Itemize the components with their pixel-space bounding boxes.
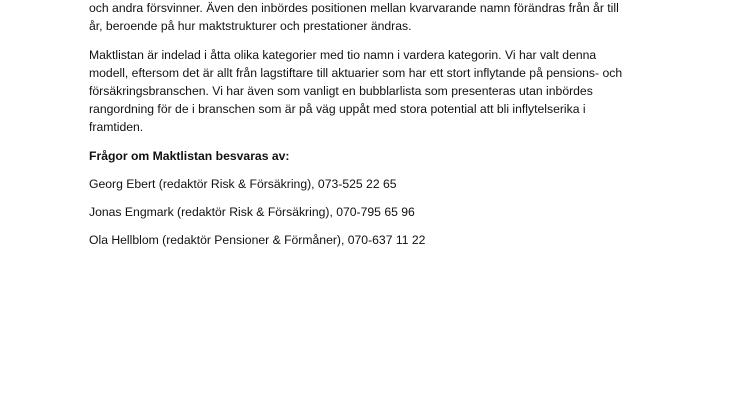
paragraph-categories [89, 46, 679, 136]
paragraph-line: framtiden. [89, 120, 144, 134]
paragraph-line: och andra försvinner. Även den inbördes positionen mellan kvarvarande namn förändras från år till [89, 1, 619, 15]
paragraph-line: rangordning för de i branschen som är på väg uppåt med stora potential att bli inflytelserika i [89, 102, 586, 116]
paragraph-line: år, beroende på hur maktstrukturer och prestationer ändras. [89, 19, 412, 33]
paragraph-line: försäkringsbranschen. Vi har även som vanligt en bubblarlista som presenteras utan inbördes [89, 84, 593, 98]
paragraph-ranking-changes [89, 0, 679, 35]
document-body [89, 0, 679, 249]
contact-georg-ebert: Georg Ebert (redaktör Risk & Försäkring), 073-525 22 65 [89, 177, 397, 191]
contacts-heading: Frågor om Maktlistan besvaras av: [89, 149, 290, 163]
contact-jonas-engmark: Jonas Engmark (redaktör Risk & Försäkring), 070-795 65 96 [89, 205, 415, 219]
paragraph-line: Maktlistan är indelad i åtta olika kategorier med tio namn i vardera kategorin. Vi har valt denna [89, 48, 597, 62]
paragraph-line: modell, eftersom det är allt från lagstiftare till aktuarier som har ett stort inflytande på pensions- och [89, 66, 623, 80]
contact-ola-hellblom: Ola Hellblom (redaktör Pensioner & Förmåner), 070-637 11 22 [89, 233, 426, 247]
